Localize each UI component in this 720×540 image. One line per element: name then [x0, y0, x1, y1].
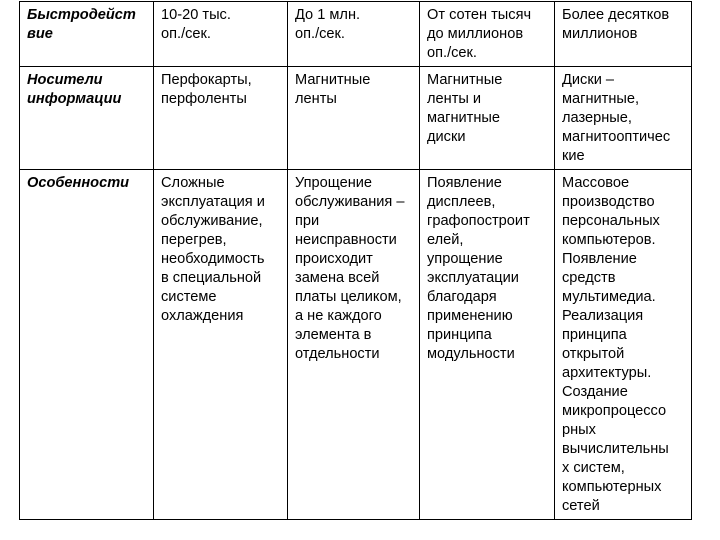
- table-cell: Магнитные ленты: [288, 67, 420, 170]
- table-row-storage-media: [20, 67, 692, 170]
- table-row-features: [20, 170, 692, 520]
- table-row-performance: [20, 2, 692, 67]
- table-cell: 10-20 тыс. оп./сек.: [154, 2, 288, 67]
- comparison-table: [19, 1, 692, 520]
- row-header-performance: Быстродейст вие: [20, 2, 154, 67]
- table-cell: Более десятков миллионов: [555, 2, 692, 67]
- row-header-features: Особенности: [20, 170, 154, 520]
- table-cell: Магнитные ленты и магнитные диски: [420, 67, 555, 170]
- table-cell: Диски – магнитные, лазерные, магнитооптичес кие: [555, 67, 692, 170]
- table-cell: От сотен тысяч до миллионов оп./сек.: [420, 2, 555, 67]
- table-cell: Появление дисплеев, графопостроит елей, упрощение эксплуатации благодаря применению принципа модульности: [420, 170, 555, 520]
- table-cell: До 1 млн. оп./сек.: [288, 2, 420, 67]
- table-cell: Массовое производство персональных компьютеров. Появление средств мультимедиа. Реализация принципа открытой архитектуры. Создание микропроцессо рных вычислительны х систем, компьютерных сетей: [555, 170, 692, 520]
- table-cell: Сложные эксплуатация и обслуживание, перегрев, необходимость в специальной системе охлаждения: [154, 170, 288, 520]
- table-cell: Перфокарты, перфоленты: [154, 67, 288, 170]
- table-cell: Упрощение обслуживания – при неисправности происходит замена всей платы целиком, а не каждого элемента в отдельности: [288, 170, 420, 520]
- row-header-storage-media: Носители информации: [20, 67, 154, 170]
